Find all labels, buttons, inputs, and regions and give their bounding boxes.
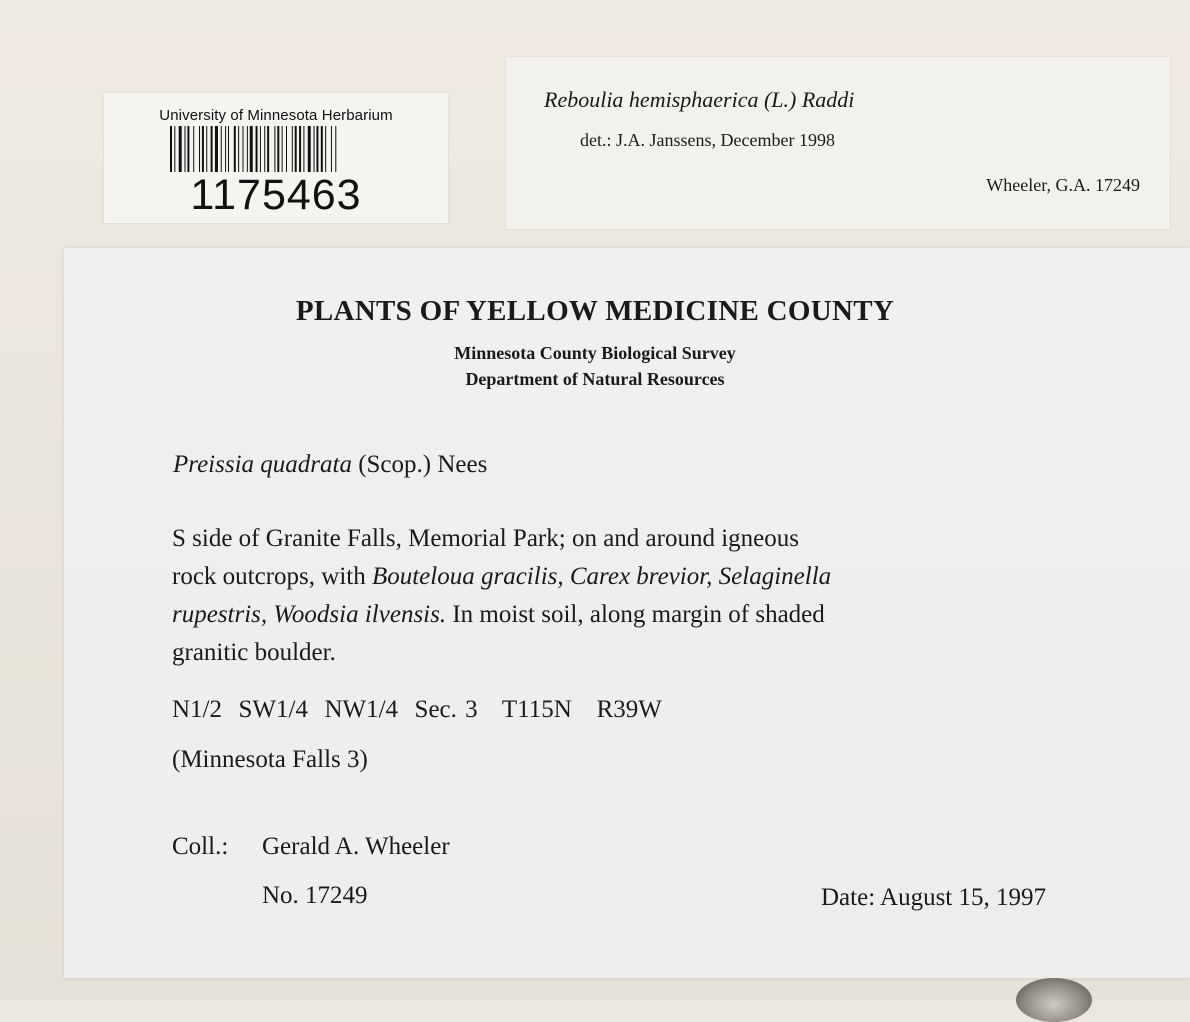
barcode-bar — [335, 126, 336, 172]
barcode-bar — [225, 126, 226, 172]
barcode-label — [104, 93, 448, 223]
associated-species: rupestris, Woodsia ilvensis. — [172, 601, 447, 628]
determination-scientific-name: Reboulia hemisphaerica (L.) Raddi — [544, 87, 855, 112]
locality-description — [172, 520, 1072, 672]
label-subtitle-survey: Minnesota County Biological Survey — [454, 343, 736, 363]
barcode-bar — [206, 126, 207, 172]
barcode-bar — [277, 126, 279, 172]
barcode-bar — [274, 126, 275, 172]
collection-number: No. 17249 — [262, 882, 368, 909]
label-title: PLANTS OF YELLOW MEDICINE COUNTY — [295, 295, 895, 327]
barcode-bar — [267, 126, 269, 172]
determination-label — [506, 57, 1170, 229]
barcode-bar — [221, 126, 222, 172]
barcode-bar — [286, 126, 287, 172]
barcode-bar — [325, 126, 326, 172]
locality-line — [172, 558, 1072, 596]
barcode-bar — [243, 126, 244, 172]
collector-name: Gerald A. Wheeler — [262, 833, 450, 860]
barcode-bar — [238, 126, 239, 172]
taxon-authority: (Scop.) Nees — [351, 451, 488, 478]
barcode-bar — [179, 126, 182, 172]
collector-label: Coll.: — [172, 833, 229, 860]
barcode-bar — [314, 126, 315, 172]
barcode-bar — [331, 126, 332, 172]
barcode-bar — [174, 126, 175, 172]
barcode-bar — [321, 126, 323, 172]
barcode-bar — [299, 126, 301, 172]
barcode-bar — [250, 126, 253, 172]
barcode-number: 1175463 — [190, 171, 362, 219]
collection-label — [64, 248, 1190, 978]
institution-name: University of Minnesota Herbarium — [159, 107, 393, 124]
locality-text: In moist soil, along margin of shaded — [446, 601, 825, 628]
township-range-section: N1/2 SW1/4 NW1/4 Sec. 3 T115N R39W — [172, 696, 662, 723]
barcode-bar — [264, 126, 265, 172]
pin-tack — [1016, 978, 1092, 1022]
associated-species: Bouteloua gracilis, Carex brevior, Selaginella — [371, 563, 832, 590]
quadrangle: (Minnesota Falls 3) — [172, 746, 368, 773]
barcode-bar — [260, 126, 261, 172]
barcode-bar — [303, 126, 304, 172]
taxon-name — [173, 451, 487, 479]
barcode-bar — [187, 126, 189, 172]
barcode-bar — [185, 126, 186, 172]
barcode-bar — [202, 126, 204, 172]
barcode-bar — [256, 126, 258, 172]
collection-date: Date: August 15, 1997 — [821, 884, 1046, 911]
barcode-bar — [193, 126, 194, 172]
barcode-bar — [170, 126, 172, 172]
barcode-bar — [211, 126, 213, 172]
collector-number-ref: Wheeler, G.A. 17249 — [986, 175, 1140, 195]
barcode-graphic — [170, 126, 382, 172]
barcode-bar — [228, 126, 229, 172]
locality-line: granitic boulder. — [172, 639, 336, 666]
barcode-bar — [308, 126, 311, 172]
taxon-binomial: Preissia quadrata — [173, 451, 352, 478]
barcode-bar — [234, 126, 236, 172]
barcode-bar — [295, 126, 297, 172]
barcode-bar — [316, 126, 318, 172]
barcode-bar — [282, 126, 283, 172]
determiner: det.: J.A. Janssens, December 1998 — [580, 130, 835, 150]
barcode-bar — [199, 126, 200, 172]
barcode-bar — [247, 126, 248, 172]
barcode-bar — [215, 126, 218, 172]
barcode-bar — [292, 126, 293, 172]
label-subtitle-department: Department of Natural Resources — [465, 369, 725, 389]
locality-line — [172, 596, 1072, 634]
locality-text: rock outcrops, with — [172, 563, 372, 590]
locality-line: S side of Granite Falls, Memorial Park; on and around igneous — [172, 525, 799, 552]
